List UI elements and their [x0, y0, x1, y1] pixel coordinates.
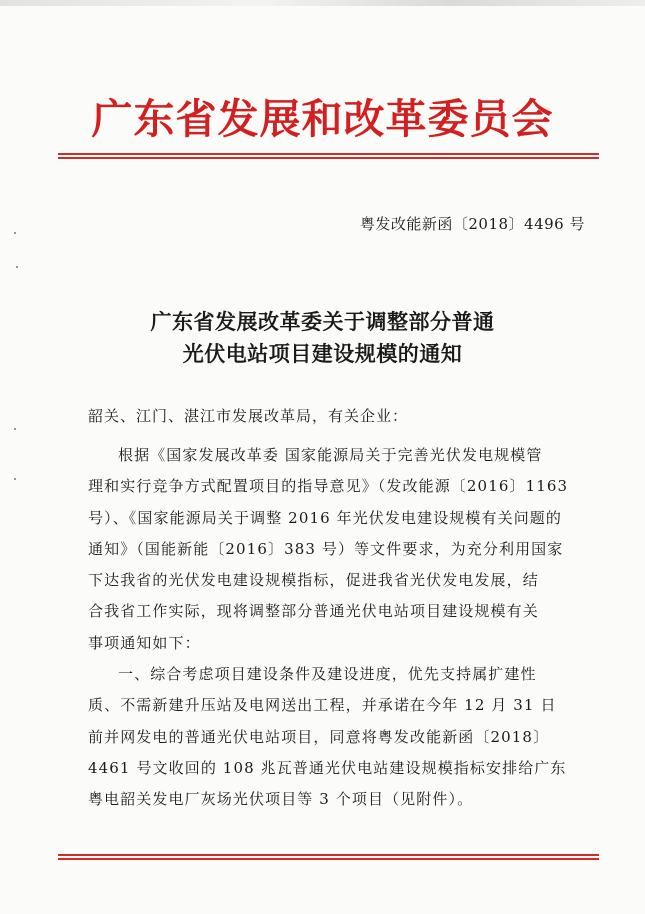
paragraph-line: 下达我省的光伏发电建设规模指标，促进我省光伏发电发展，结 — [88, 571, 539, 590]
notice-title-line: 光伏电站项目建设规模的通知 — [182, 341, 463, 366]
paragraph-line: 一、综合考虑项目建设条件及建设进度，优先支持属扩建性 — [118, 665, 537, 684]
scan-speck — [14, 428, 16, 430]
paragraph-line: 4461 号文收回的 108 兆瓦普通光伏电站建设规模指标安排给广东 — [88, 758, 567, 777]
paragraph-line: 粤电韶关发电厂灰场光伏项目等 3 个项目（见附件）。 — [88, 790, 474, 809]
paragraph-line: 根据《国家发展改革委 国家能源局关于完善光伏发电规模管 — [118, 446, 543, 464]
scan-speck — [14, 232, 16, 234]
body-text — [88, 440, 588, 816]
document-number: 粤发改能新函〔2018〕4496 号 — [359, 215, 585, 233]
scan-speck — [16, 266, 18, 268]
paragraph-line: 号）、《国家能源局关于调整 2016 年光伏发电建设规模有关问题的 — [88, 508, 563, 527]
paragraph-line: 理和实行竞争方式配置项目的指导意见》（发改能源〔2016〕1163 — [88, 477, 569, 496]
notice-title — [0, 306, 645, 370]
scan-speck — [14, 478, 16, 480]
paragraph-line: 事项通知如下： — [88, 633, 201, 652]
footer-divider — [58, 854, 599, 860]
letterhead-title: 广东省发展和改革委员会 — [91, 95, 554, 143]
paragraph-line: 通知》（国能新能〔2016〕383 号）等文件要求，为充分利用国家 — [88, 539, 564, 558]
paragraph-line: 质、不需新建升压站及电网送出工程，并承诺在今年 12 月 31 日 — [88, 696, 557, 715]
paragraph-line: 前并网发电的普通光伏电站项目，同意将粤发改能新函〔2018〕 — [88, 727, 550, 746]
letterhead-divider — [58, 153, 599, 159]
scan-edge — [0, 0, 645, 6]
salutation: 韶关、江门、湛江市发展改革局，有关企业： — [88, 407, 409, 425]
paragraph-line: 合我省工作实际，现将调整部分普通光伏电站项目建设规模有关 — [88, 602, 539, 621]
notice-title-line: 广东省发展改革委关于调整部分普通 — [150, 309, 495, 334]
